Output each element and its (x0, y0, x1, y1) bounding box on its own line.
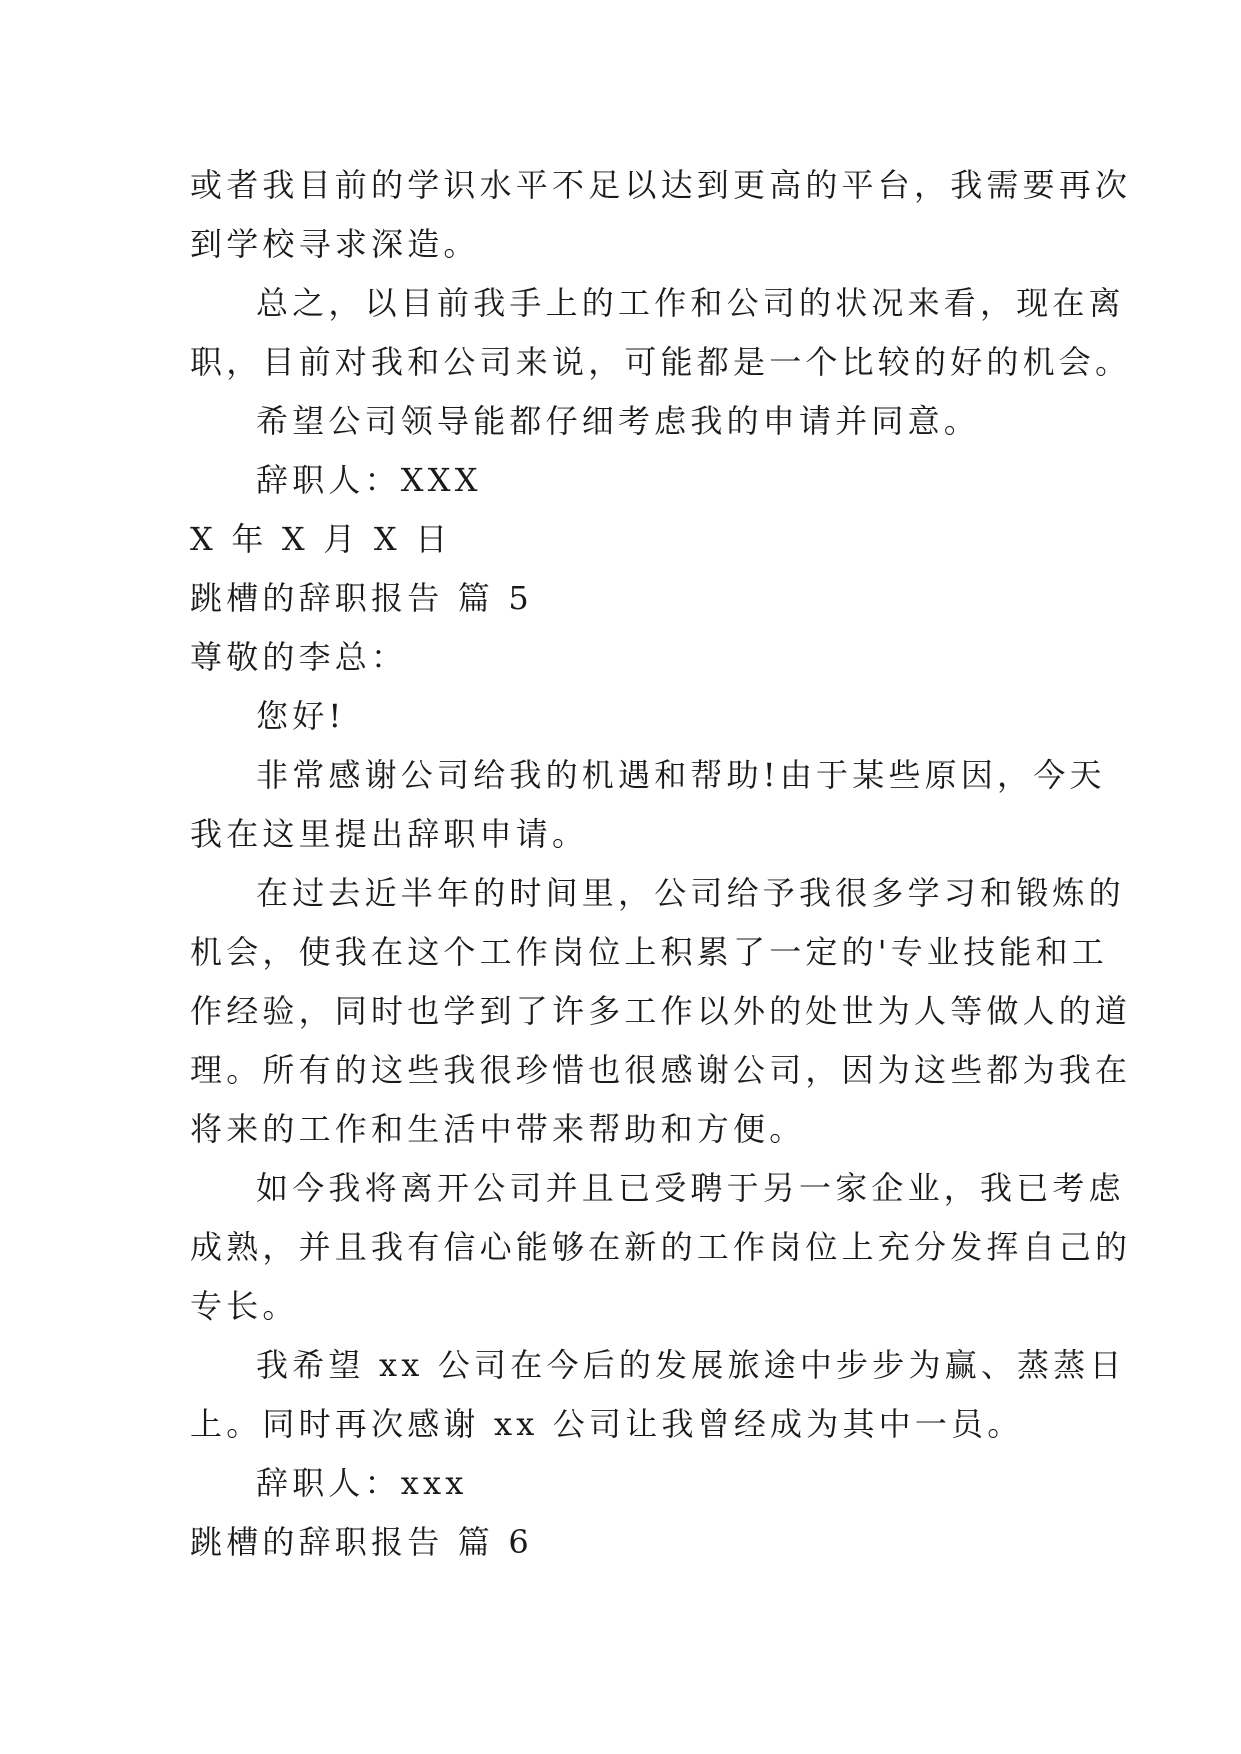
text-line: 理。所有的这些我很珍惜也很感谢公司，因为这些都为我在 (190, 1051, 1132, 1089)
signature-line: 辞职人：xxx (256, 1464, 468, 1502)
text-line: 我在这里提出辞职申请。 (190, 815, 589, 853)
text-line: 机会，使我在这个工作岗位上积累了一定的'专业技能和工 (190, 933, 1108, 971)
section-heading: 跳槽的辞职报告 篇 5 (190, 579, 533, 617)
text-line: 作经验，同时也学到了许多工作以外的处世为人等做人的道 (190, 992, 1132, 1030)
text-line: 上。同时再次感谢 xx 公司让我曾经成为其中一员。 (190, 1405, 1024, 1443)
text-line: 在过去近半年的时间里，公司给予我很多学习和锻炼的 (256, 874, 1125, 912)
text-line: 成熟，并且我有信心能够在新的工作岗位上充分发挥自己的 (190, 1228, 1132, 1266)
greeting: 您好! (256, 697, 346, 735)
date-line: X 年 X 月 X 日 (190, 520, 452, 558)
text-line: 或者我目前的学识水平不足以达到更高的平台，我需要再次 (190, 166, 1132, 204)
text-line: 非常感谢公司给我的机遇和帮助!由于某些原因，今天 (256, 756, 1106, 794)
text-line: 总之，以目前我手上的工作和公司的状况来看，现在离 (256, 284, 1125, 322)
text-line: 希望公司领导能都仔细考虑我的申请并同意。 (256, 402, 981, 440)
text-line: 如今我将离开公司并且已受聘于另一家企业，我已考虑 (256, 1169, 1125, 1207)
text-line: 我希望 xx 公司在今后的发展旅途中步步为赢、蒸蒸日 (256, 1346, 1126, 1384)
section-heading: 跳槽的辞职报告 篇 6 (190, 1523, 533, 1561)
signature-line: 辞职人：XXX (256, 461, 482, 499)
text-line: 专长。 (190, 1287, 299, 1325)
text-line: 职，目前对我和公司来说，可能都是一个比较的好的机会。 (190, 343, 1132, 381)
salutation: 尊敬的李总： (190, 638, 408, 676)
text-line: 将来的工作和生活中带来帮助和方便。 (190, 1110, 806, 1148)
text-line: 到学校寻求深造。 (190, 225, 480, 263)
